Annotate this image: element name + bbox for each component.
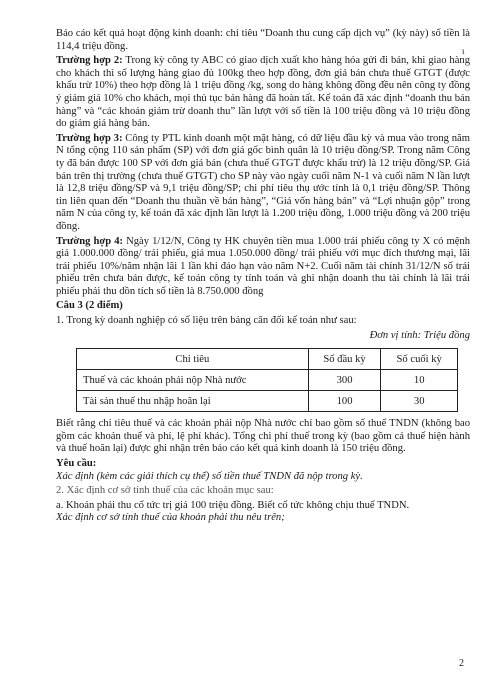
case-3-paragraph [56, 133, 470, 234]
table-row [77, 391, 458, 412]
question-3-heading: Câu 3 (2 điểm) [56, 300, 123, 312]
item-a: a. Khoản phải thu cổ tức trị giá 100 triệu đồng. Biết cổ tức không chịu thuế TNDN. [56, 499, 410, 511]
page-number: 2 [459, 658, 464, 669]
table-header-row [77, 349, 458, 370]
balance-sheet-table [76, 348, 458, 412]
case-4-label: Trường hợp 4: [56, 235, 124, 247]
row-1-opening: 300 [308, 370, 381, 391]
case-4-text: Ngày 1/12/N, Công ty HK chuyên tiền mua 1.000 trái phiếu công ty X có mệnh giá 1.000.000 đồng/ trái phiếu, giá mua 1.050.000 đồng/ trái phiếu với mục đích thương mại, lãi trái phiếu 10%/năm nhận lãi 1 lần khi đáo hạn vào năm N+2. Cuối năm tài chính 31/12/N số trái phiếu trên chưa bán được, kế toán công ty tính toán và ghi nhận doanh thu tài chính là lãi trái phiếu phải thu dồn tích số tiền là 8.750.000 đồng [56, 235, 470, 297]
intro-paragraph: Báo cáo kết quả hoạt động kinh doanh: chỉ tiêu “Doanh thu cung cấp dịch vụ” (kỳ này) số tiền là 114,4 triệu đồng. [56, 28, 470, 52]
unit-label: Đơn vị tính: Triệu đồng [369, 329, 470, 341]
row-2-indicator: Tài sản thuế thu nhập hoãn lại [77, 391, 309, 412]
margin-mark: ι [462, 46, 465, 56]
question-3-part-1: 1. Trong kỳ doanh nghiệp có số liệu trên bảng cân đối kế toán như sau: [56, 315, 357, 327]
row-2-closing: 30 [381, 391, 458, 412]
case-2-text: Trong kỳ công ty ABC có giao dịch xuất kho hàng hóa gửi đi bán, khi giao hàng cho khách thì số lượng hàng giao đủ 100kg theo hợp đồng, đơn giá bán chưa thuế GTGT (được khấu trừ 10%) theo hợp đồng là 1 triệu đồng /kg, song do hàng không đồng đều nên công ty đồng ý giảm giá 10% cho khách, mọi thủ tục bán hàng đã hoàn tất. Kế toán đã xác định “doanh thu bán hàng” và “các khoản giảm trừ doanh thu” lần lượt với số tiền là 100 triệu đồng và 10 triệu đồng do giảm giá hàng bán. [56, 55, 470, 130]
row-1-closing: 10 [381, 370, 458, 391]
row-1-indicator: Thuế và các khoản phải nộp Nhà nước [77, 370, 309, 391]
case-2-label: Trường hợp 2: [56, 55, 123, 67]
requirement-1: Xác định (kèm các giải thích cụ thể) số tiền thuế TNDN đã nộp trong kỳ. [56, 470, 363, 482]
header-closing: Số cuối kỳ [381, 349, 458, 370]
case-4-paragraph [56, 236, 470, 299]
after-table-paragraph: Biết rằng chỉ tiêu thuế và các khoản phải nộp Nhà nước chỉ bao gồm số thuế TNDN (không bao gồm các khoản thuế và phí, lệ phí khác). Tổng chi phí thuế trong kỳ (bao gồm cả thuế hiện hành và thuế hoãn lại) được ghi nhận trên báo cáo kết quả kinh doanh là 150 triệu đồng. [56, 418, 470, 455]
table-row [77, 370, 458, 391]
question-3-part-2: 2. Xác định cơ sở tính thuế của các khoản mục sau: [56, 485, 274, 497]
requirement-heading: Yêu cầu: [56, 458, 97, 470]
case-3-text: Công ty PTL kinh doanh một mặt hàng, có dữ liệu đầu kỳ và mua vào trong năm N tổng cộng 110 sản phẩm (SP) với đơn giá gốc bình quân là 10 triệu đồng/SP. Trong năm Công ty đã bán được 100 SP với đơn giá bán (chưa thuế GTGT được khấu trừ) là 12 triệu đồng/SP. Giá bán trên thị trường (chưa thuế GTGT) cho SP này vào ngày cuối năm N-1 và cuối năm N lần lượt là 12,8 triệu đồng/SP và 9,1 triệu đồng/SP; chi phí tiêu thụ ước tính là 0,1 triệu đồng/SP. Thông tin liên quan đến “Doanh thu thuần về bán hàng”, “Giá vốn hàng bán” và “Lợi nhuận gộp” trong năm N của công ty, kế toán đã xác định lần lượt là 1.200 triệu đồng, 1.000 triệu đồng và 200 triệu đồng. [56, 132, 470, 232]
header-indicator: Chỉ tiêu [77, 349, 309, 370]
row-2-opening: 100 [308, 391, 381, 412]
case-2-paragraph [56, 55, 470, 131]
case-3-label: Trường hợp 3: [56, 132, 123, 144]
header-opening: Số đầu kỳ [308, 349, 381, 370]
requirement-2: Xác định cơ sở tính thuế của khoản phải thu nêu trên; [56, 512, 285, 524]
